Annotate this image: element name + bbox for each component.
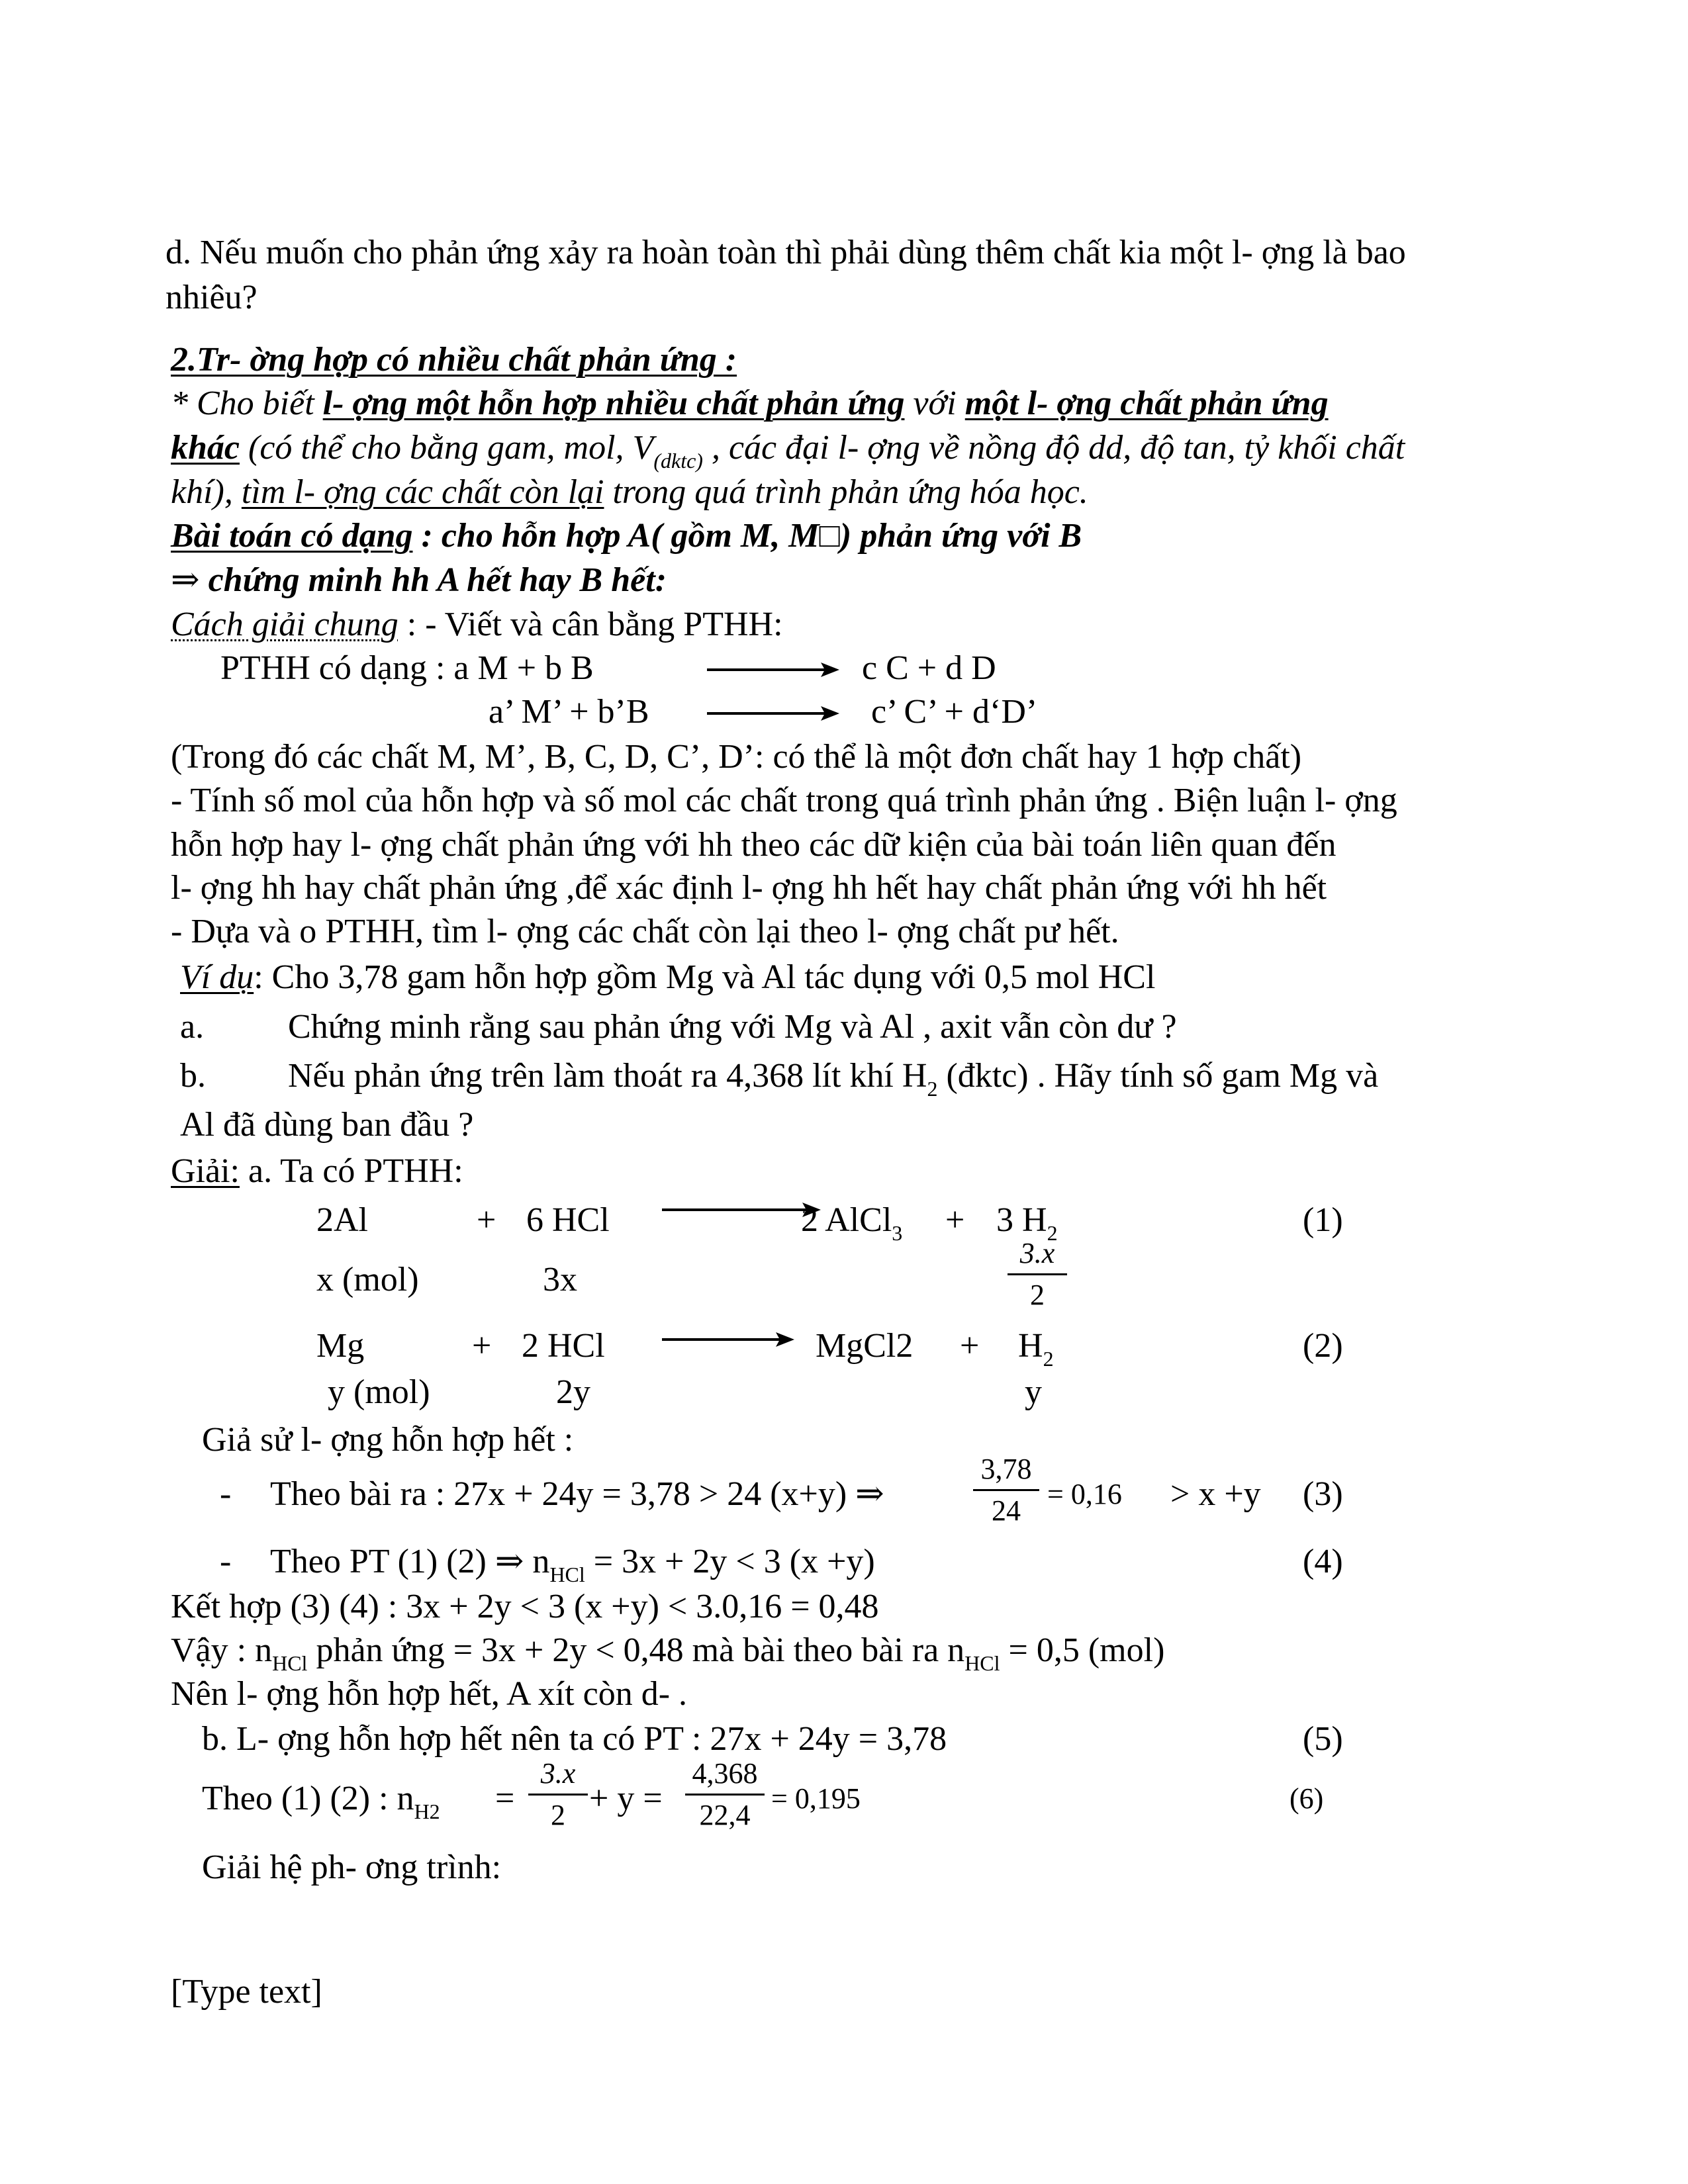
eq1-product-1	[801, 1199, 902, 1254]
problem-form-label: Bài toán có dạng	[171, 517, 413, 555]
eq2-reactant-2: 2 HCl	[522, 1327, 605, 1365]
fraction-denominator: 24	[992, 1494, 1021, 1527]
fraction-bar	[1008, 1273, 1067, 1275]
fraction-numerator: 3,78	[980, 1453, 1032, 1485]
desc-rest-b: , các đại l- ợng về nồng độ dd, độ tan, tỷ khối chất	[702, 429, 1405, 467]
example-a-text: Chứng minh rằng sau phản ứng với Mg và Al , axit vẫn còn dư ?	[288, 1008, 1177, 1046]
theo-equals: =	[495, 1780, 515, 1817]
therefore-subscript-1: HCl	[272, 1651, 308, 1675]
fraction-denominator: 2	[1030, 1279, 1045, 1311]
question-d-line2: nhiêu?	[165, 279, 258, 316]
example-b-text	[288, 1055, 1378, 1110]
bullet-2-dash: -	[220, 1543, 232, 1580]
fraction-bar	[685, 1794, 765, 1796]
eq1-product-1-subscript: 3	[892, 1221, 903, 1245]
implies-symbol: ⇒	[171, 561, 200, 599]
eq1-product-2-subscript: 2	[1047, 1221, 1058, 1245]
method-step2-line3: l- ợng hh hay chất phản ứng ,để xác định l- ợng hh hết hay chất phản ứng với hh hết	[171, 869, 1327, 907]
method-line	[171, 604, 783, 646]
solution-intro-text: a. Ta có PTHH:	[239, 1152, 463, 1190]
example-b-subscript: 2	[927, 1077, 938, 1101]
example-b-post: (đktc) . Hãy tính số gam Mg và	[937, 1057, 1379, 1095]
conclusion-line: Nên l- ợng hỗn hợp hết, A xít còn d- .	[171, 1675, 688, 1713]
fraction-bar	[528, 1794, 588, 1796]
therefore-pre: Vậy : n	[171, 1631, 273, 1669]
desc-star: * Cho biết	[171, 385, 323, 422]
method-step3: - Dựa và o PTHH, tìm l- ợng các chất còn lại theo l- ợng chất pư hết.	[171, 913, 1119, 950]
eq1-reactant-1: 2Al	[316, 1201, 368, 1239]
theo-line	[202, 1778, 440, 1833]
solve-system-line: Giải hệ ph- ơng trình:	[202, 1848, 502, 1886]
theo-fraction-1	[528, 1756, 588, 1833]
example-line	[180, 956, 1155, 999]
bullet-1-text: Theo bài ra : 27x + 24y = 3,78 > 24 (x+y) ⇒	[270, 1475, 884, 1513]
theo-result: = 0,195	[771, 1782, 861, 1815]
desc-line3-b: trong quá trình phản ứng hóa học.	[604, 473, 1088, 511]
bullet-1-result: = 0,16	[1047, 1478, 1122, 1510]
eq2-reactant-1: Mg	[316, 1327, 365, 1365]
eq2-plus-1: +	[472, 1327, 492, 1365]
footer-placeholder: [Type text]	[171, 1973, 322, 2011]
eq1-reactant-2: 6 HCl	[526, 1201, 610, 1239]
pthh-general-lhs: PTHH có dạng : a M + b B	[220, 649, 594, 687]
bullet-2-pre: Theo PT (1) (2) ⇒ n	[270, 1543, 550, 1580]
eq2-mol-c: y	[1025, 1373, 1042, 1411]
desc-underline-2: một l- ợng chất phản ứng	[964, 385, 1329, 422]
method-label: Cách giải chung	[171, 606, 399, 643]
example-a-marker: a.	[180, 1008, 205, 1046]
solution-label: Giải:	[171, 1152, 240, 1190]
bullet-2-post: = 3x + 2y < 3 (x +y)	[585, 1543, 875, 1580]
description-line3	[171, 471, 1088, 514]
eq1-product-2-text: 3 H	[996, 1201, 1047, 1239]
eq2-mol-b: 2y	[556, 1373, 590, 1411]
therefore-post: = 0,5 (mol)	[1000, 1631, 1165, 1669]
eq2-mol-a: y (mol)	[328, 1373, 430, 1411]
theo-fraction-2	[685, 1756, 765, 1833]
fraction-bar	[973, 1489, 1039, 1491]
part-b-number: (5)	[1303, 1720, 1343, 1758]
theo-subscript: H2	[414, 1799, 440, 1823]
fraction-numerator: 3.x	[540, 1757, 576, 1790]
bullet-2-number: (4)	[1303, 1543, 1343, 1580]
desc-dktc-subscript: (dktc)	[653, 449, 703, 473]
problem-form-line2	[171, 559, 667, 602]
method-step2-line1: - Tính số mol của hỗn hợp và số mol các chất trong quá trình phản ứng . Biện luận l- ợng	[171, 782, 1397, 819]
fraction-numerator: 3.x	[1019, 1237, 1055, 1269]
reaction-arrow-icon	[662, 1197, 821, 1223]
problem-form-line1	[171, 515, 1082, 557]
pthh-general-rhs: c C + d D	[862, 649, 996, 687]
fraction-denominator: 22,4	[699, 1799, 751, 1831]
eq1-mol-fraction	[1008, 1236, 1067, 1312]
problem-form-line2-text: chứng minh hh A hết hay B hết:	[199, 561, 667, 599]
fraction-numerator: 4,368	[692, 1757, 758, 1790]
pthh-general-2-rhs: c’ C’ + d‘D’	[871, 693, 1038, 731]
reaction-arrow-icon	[707, 657, 839, 683]
question-d-line1: d. Nếu muốn cho phản ứng xảy ra hoàn toàn thì phải dùng thêm chất kia một l- ợng là bao	[165, 234, 1406, 271]
description-line1	[171, 383, 1329, 425]
eq1-mol-a: x (mol)	[316, 1261, 419, 1298]
desc-line3-a: khí),	[171, 473, 242, 511]
pthh-general-2-lhs: a’ M’ + b’B	[489, 693, 649, 731]
solution-intro	[171, 1150, 463, 1193]
eq1-plus-2: +	[945, 1201, 965, 1239]
therefore-mid: phản ứng = 3x + 2y < 0,48 mà bài theo bài ra n	[307, 1631, 965, 1669]
assumption: Giả sử l- ợng hỗn hợp hết :	[202, 1421, 574, 1459]
method-step2-line2: hỗn hợp hay l- ợng chất phản ứng với hh theo các dữ kiện của bài toán liên quan đến	[171, 826, 1336, 864]
example-text: : Cho 3,78 gam hỗn hợp gồm Mg và Al tác dụng với 0,5 mol HCl	[254, 958, 1156, 996]
desc-underline-4: tìm l- ợng các chất còn lại	[241, 473, 604, 511]
section-heading: 2.Tr- ờng hợp có nhiều chất phản ứng :	[171, 341, 737, 379]
desc-rest-a: (có thể cho bằng gam, mol, V	[240, 429, 654, 467]
eq1-product-1-text: 2 AlCl	[801, 1201, 892, 1239]
reaction-arrow-icon	[707, 700, 839, 727]
method-colon: :	[398, 606, 417, 643]
theo-plus: + y =	[589, 1780, 663, 1817]
example-label: Ví dụ	[180, 958, 254, 996]
theo-pre: Theo (1) (2) : n	[202, 1780, 414, 1817]
desc-mid: với	[904, 385, 965, 422]
bullet-2-subscript: HCl	[549, 1563, 585, 1586]
bullet-1-tail: > x +y	[1170, 1475, 1261, 1513]
part-b-line: b. L- ợng hỗn hợp hết nên ta có PT : 27x + 24y = 3,78	[202, 1720, 947, 1758]
desc-underline-3: khác	[171, 429, 240, 467]
eq1-number: (1)	[1303, 1201, 1343, 1239]
eq2-product-1: MgCl2	[816, 1327, 914, 1365]
method-step1: - Viết và cân bằng PTHH:	[416, 606, 783, 643]
desc-underline-1: l- ợng một hỗn hợp nhiều chất phản ứng	[322, 385, 905, 422]
eq2-product-2-text: H	[1018, 1327, 1043, 1365]
method-note: (Trong đó các chất M, M’, B, C, D, C’, D’: có thể là một đơn chất hay 1 hợp chất)	[171, 738, 1302, 776]
eq2-product-2-subscript: 2	[1043, 1347, 1054, 1371]
theo-number: (6)	[1289, 1782, 1324, 1815]
combine-line: Kết hợp (3) (4) : 3x + 2y < 3 (x +y) < 3.0,16 = 0,48	[171, 1588, 879, 1625]
eq2-number: (2)	[1303, 1327, 1343, 1365]
bullet-1-number: (3)	[1303, 1475, 1343, 1513]
eq2-plus-2: +	[960, 1327, 980, 1365]
therefore-subscript-2: HCl	[964, 1651, 1000, 1675]
bullet-1-dash: -	[220, 1475, 232, 1513]
eq1-mol-b: 3x	[543, 1261, 577, 1298]
fraction-denominator: 2	[551, 1799, 565, 1831]
bullet-1-fraction	[973, 1452, 1039, 1528]
example-b-line2: Al đã dùng ban đầu ?	[180, 1106, 474, 1144]
example-b-pre: Nếu phản ứng trên làm thoát ra 4,368 lít khí H	[288, 1057, 927, 1095]
example-b-marker: b.	[180, 1057, 206, 1095]
reaction-arrow-icon	[662, 1326, 794, 1353]
problem-form-rest: : cho hỗn hợp A( gồm M, M□) phản ứng với B	[412, 517, 1082, 555]
eq1-plus-1: +	[477, 1201, 496, 1239]
